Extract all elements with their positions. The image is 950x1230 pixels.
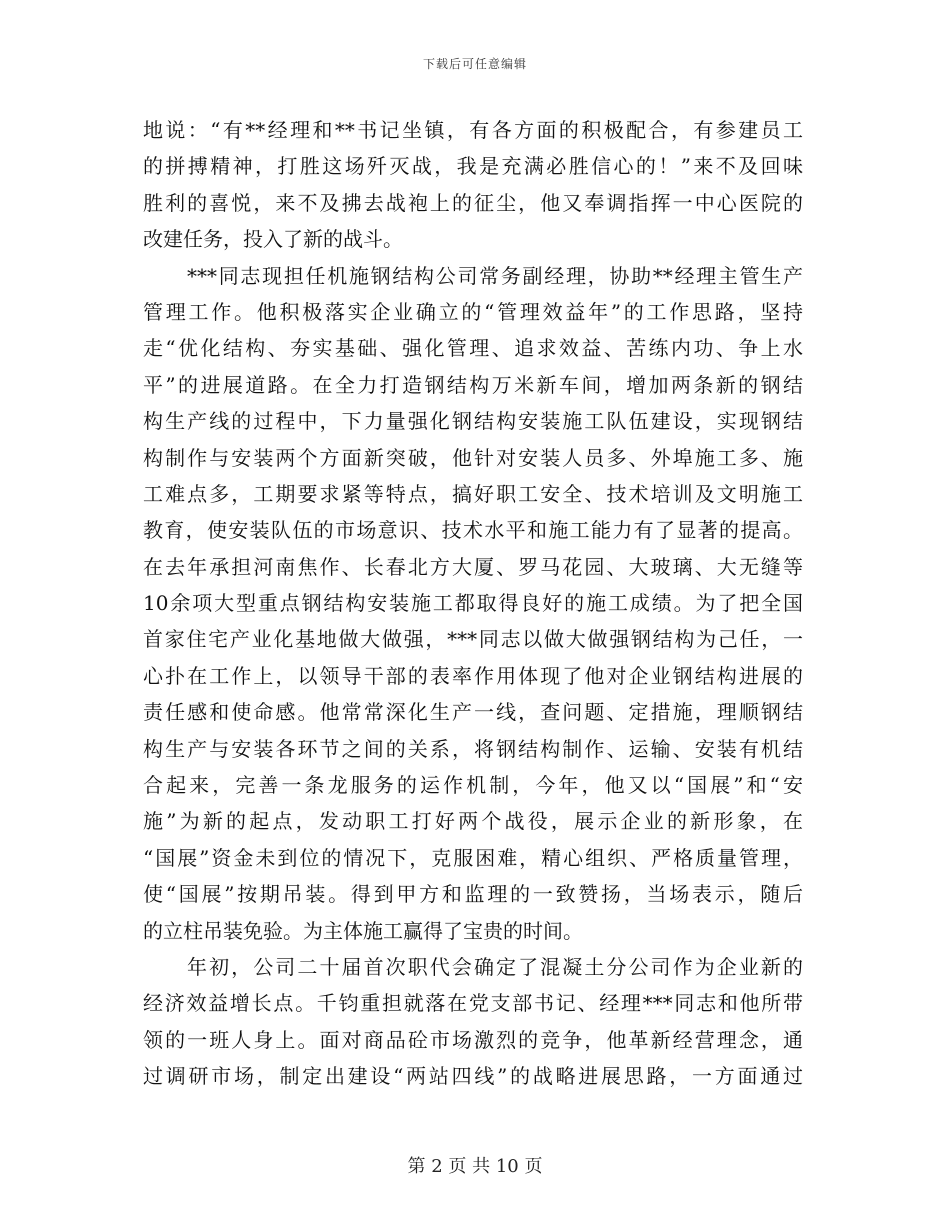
text-line: 改建任务，投入了新的战斗。 (143, 227, 403, 252)
text-line: 心扑在工作上，以领导干部的表率作用体现了他对企业钢结构进展的 (143, 663, 803, 688)
text-line: 构生产线的过程中，下力量强化钢结构安装施工队伍建设，实现钢结 (143, 409, 803, 434)
body-text (143, 112, 803, 1095)
text-line: “国展”资金未到位的情况下，克服困难，精心组织、严格质量管理， (143, 845, 803, 870)
page-number-footer: 第 2 页 共 10 页 (407, 1156, 543, 1177)
text-line: 构制作与安装两个方面新突破，他针对安装人员多、外埠施工多、施 (143, 445, 803, 470)
text-line: 的拼搏精神，打胜这场歼灭战，我是充满必胜信心的！”来不及回味 (143, 154, 803, 179)
text-line: 管理工作。他积极落实企业确立的“管理效益年”的工作思路，坚持 (143, 299, 803, 324)
text-line: 教育，使安装队伍的市场意识、技术水平和施工能力有了显著的提高。 (143, 518, 803, 543)
text-line: 工难点多，工期要求紧等特点，搞好职工安全、技术培训及文明施工 (143, 481, 803, 506)
text-line: 领的一班人身上。面对商品砼市场激烈的竞争，他革新经营理念，通 (143, 1027, 803, 1052)
header-note: 下载后可任意编辑 (422, 57, 527, 71)
text-line: 的立柱吊装免验。为主体施工赢得了宝贵的时间。 (143, 918, 583, 943)
text-line: 经济效益增长点。千钧重担就落在党支部书记、经理***同志和他所带 (143, 991, 803, 1016)
text-line: 平”的进展道路。在全力打造钢结构万米新车间，增加两条新的钢结 (143, 372, 803, 397)
text-line: 地说：“有**经理和**书记坐镇，有各方面的积极配合，有参建员工 (143, 118, 803, 142)
text-line: 过调研市场，制定出建设“两站四线”的战略进展思路，一方面通过 (143, 1064, 803, 1089)
text-line: 走“优化结构、夯实基础、强化管理、追求效益、苦练内功、争上水 (143, 336, 803, 361)
text-line: 年初，公司二十届首次职代会确定了混凝土分公司作为企业新的 (187, 954, 803, 979)
text-line: 责任感和使命感。他常常深化生产一线，查问题、定措施，理顺钢结 (143, 700, 803, 725)
text-line: 施”为新的起点，发动职工打好两个战役，展示企业的新形象，在 (143, 809, 803, 834)
text-line: 胜利的喜悦，来不及拂去战袍上的征尘，他又奉调指挥一中心医院的 (143, 190, 803, 215)
text-line: 在去年承担河南焦作、长春北方大厦、罗马花园、大玻璃、大无缝等 (143, 554, 803, 579)
text-line: ***同志现担任机施钢结构公司常务副经理，协助**经理主管生产 (187, 263, 803, 288)
text-line: 10余项大型重点钢结构安装施工都取得良好的施工成绩。为了把全国 (143, 591, 803, 616)
text-line: 合起来，完善一条龙服务的运作机制，今年，他又以“国展”和“安 (143, 773, 803, 798)
text-line: 使“国展”按期吊装。得到甲方和监理的一致赞扬，当场表示，随后 (143, 882, 803, 907)
text-line: 构生产与安装各环节之间的关系，将钢结构制作、运输、安装有机结 (143, 736, 803, 761)
text-line: 首家住宅产业化基地做大做强，***同志以做大做强钢结构为己任，一 (143, 627, 803, 652)
